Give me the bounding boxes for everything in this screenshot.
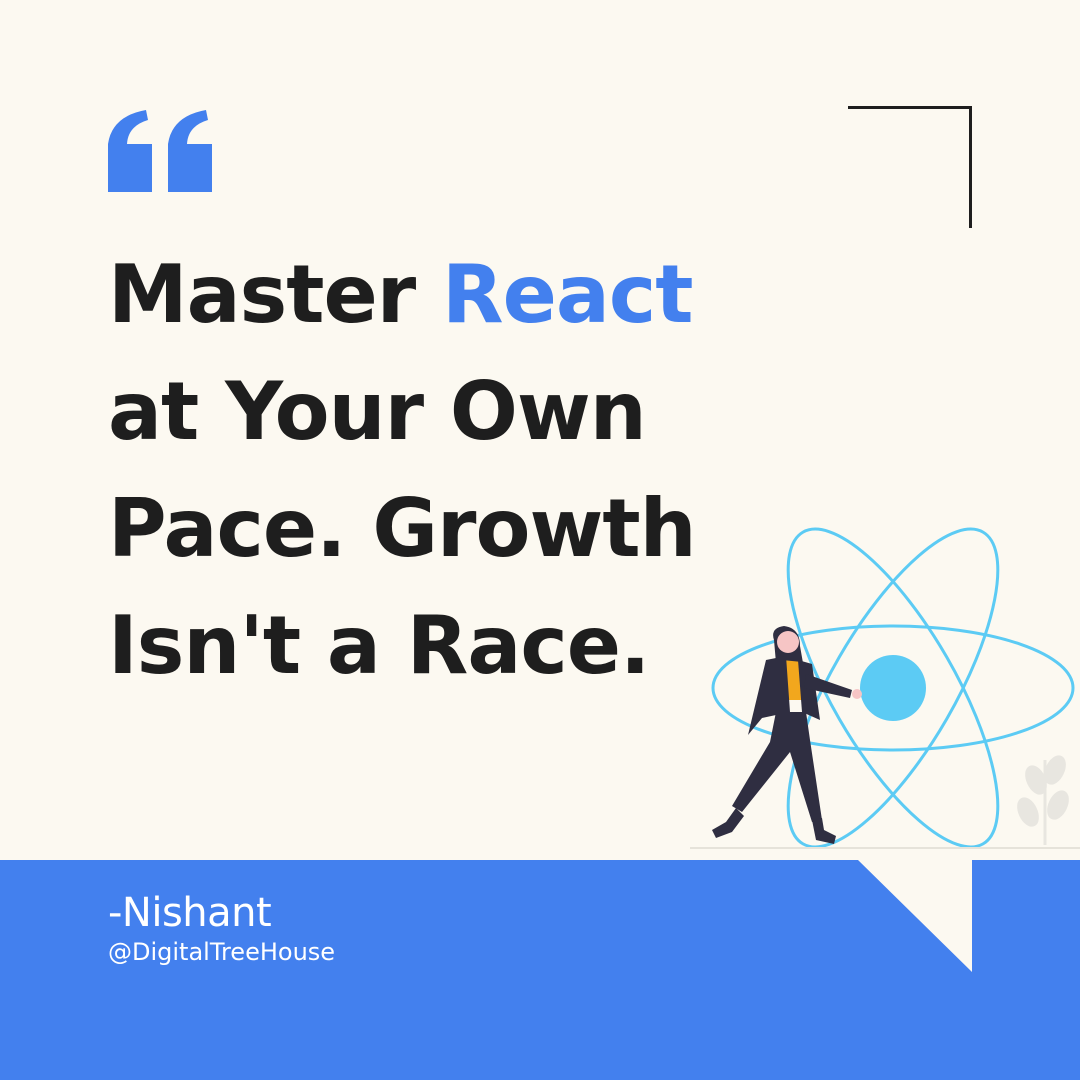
- social-handle: @DigitalTreeHouse: [108, 938, 336, 966]
- corner-bracket: [848, 106, 972, 228]
- quote-accent-word: React: [442, 248, 693, 341]
- react-illustration: [690, 520, 1080, 860]
- plant-decoration: [1015, 754, 1071, 845]
- quote-line-3: Pace. Growth: [108, 482, 696, 575]
- attribution-banner: [0, 855, 1080, 1080]
- author-name: -Nishant: [108, 890, 272, 936]
- quote-line-1-prefix: Master: [108, 248, 443, 341]
- quote-line-1: [108, 236, 788, 353]
- quote-headline: [108, 236, 788, 704]
- quote-line-2: at Your Own: [108, 365, 646, 458]
- quote-line-4: Isn't a Race.: [108, 599, 650, 692]
- quote-mark-icon: [108, 110, 212, 192]
- atom-nucleus: [860, 655, 926, 721]
